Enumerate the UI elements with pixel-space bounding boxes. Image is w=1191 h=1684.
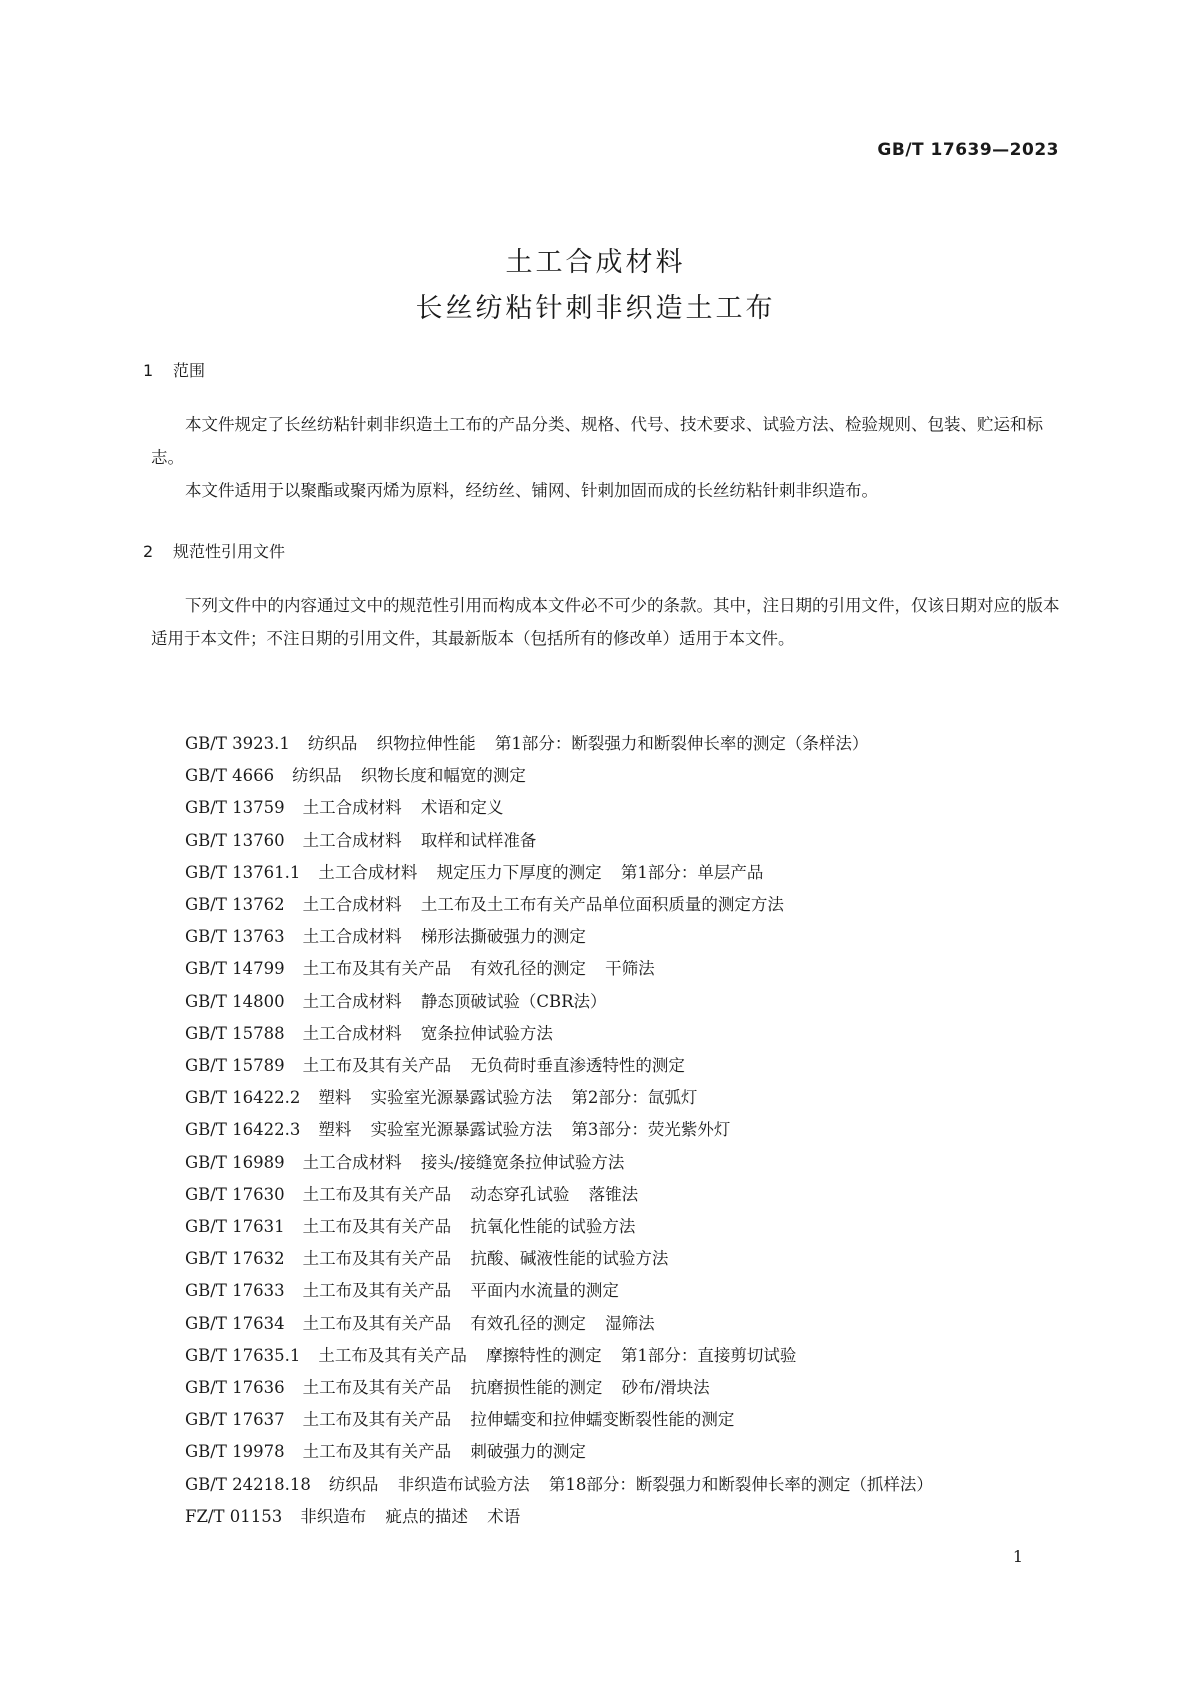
reference-code: GB/T 14799: [185, 959, 285, 979]
reference-title: 塑料 实验室光源暴露试验方法 第2部分：氙弧灯: [318, 1088, 698, 1108]
reference-title: 土工布及其有关产品 无负荷时垂直渗透特性的测定: [302, 1056, 685, 1076]
section-2-heading: [143, 539, 285, 562]
reference-title: 土工布及其有关产品 有效孔径的测定 湿筛法: [302, 1313, 655, 1333]
reference-code: GB/T 17635.1: [185, 1345, 301, 1365]
reference-item: [185, 792, 933, 824]
reference-item: [185, 1372, 933, 1404]
reference-title: 土工布及其有关产品 动态穿孔试验 落锥法: [302, 1184, 639, 1204]
reference-title: 土工合成材料 取样和试样准备: [302, 830, 537, 850]
reference-item: [185, 921, 933, 953]
reference-code: GB/T 17632: [185, 1249, 285, 1269]
reference-code: GB/T 19978: [185, 1442, 285, 1462]
reference-title: 土工布及其有关产品 摩擦特性的测定 第1部分：直接剪切试验: [318, 1345, 797, 1365]
reference-item: [185, 728, 933, 760]
reference-item: [185, 1114, 933, 1146]
reference-item: [185, 1179, 933, 1211]
reference-item: [185, 1211, 933, 1243]
scope-paragraph-1: 本文件规定了长丝纺粘针刺非织造土工布的产品分类、规格、代号、技术要求、试验方法、检验规则、包装、贮运和标志。: [151, 415, 1043, 467]
reference-item: [185, 1469, 933, 1501]
reference-title: 纺织品 织物长度和幅宽的测定: [292, 766, 526, 786]
reference-code: GB/T 14800: [185, 991, 285, 1011]
section-title: 范围: [173, 361, 206, 380]
scope-paragraph-2: 本文件适用于以聚酯或聚丙烯为原料，经纺丝、铺网、针刺加固而成的长丝纺粘针刺非织造布。: [185, 481, 878, 500]
reference-title: 纺织品 织物拉伸性能 第1部分：断裂强力和断裂伸长率的测定（条样法）: [307, 734, 869, 753]
reference-title: 土工合成材料 静态顶破试验（CBR法）: [302, 991, 607, 1011]
reference-item: [185, 889, 933, 921]
reference-title: 土工布及其有关产品 抗酸、碱液性能的试验方法: [302, 1249, 669, 1269]
reference-item: [185, 1501, 933, 1533]
reference-item: [185, 1082, 933, 1114]
page-number: 1: [1012, 1547, 1023, 1566]
reference-code: GB/T 17637: [185, 1410, 285, 1430]
reference-item: [185, 1018, 933, 1050]
reference-title: 土工合成材料 梯形法撕破强力的测定: [302, 927, 586, 947]
reference-title: 土工合成材料 宽条拉伸试验方法: [302, 1023, 553, 1043]
reference-item: [185, 1050, 933, 1082]
reference-title: 土工布及其有关产品 刺破强力的测定: [302, 1442, 586, 1462]
normative-references-list: [185, 728, 933, 1533]
reference-title: 塑料 实验室光源暴露试验方法 第3部分：荧光紫外灯: [318, 1120, 731, 1140]
reference-code: GB/T 17633: [185, 1281, 285, 1301]
reference-title: 土工布及其有关产品 拉伸蠕变和拉伸蠕变断裂性能的测定: [302, 1410, 735, 1430]
reference-code: GB/T 15788: [185, 1023, 285, 1043]
reference-item: [185, 1404, 933, 1436]
section-1-heading: [143, 358, 205, 381]
reference-code: GB/T 4666: [185, 766, 275, 786]
section-title: 规范性引用文件: [173, 542, 286, 561]
section-number: 2: [143, 542, 154, 561]
reference-code: GB/T 15789: [185, 1056, 285, 1076]
reference-code: GB/T 16422.3: [185, 1120, 301, 1140]
standard-number: GB/T 17639—2023: [877, 140, 1059, 160]
reference-title: 土工布及其有关产品 有效孔径的测定 干筛法: [302, 959, 655, 979]
title-line-1: 土工合成材料: [505, 247, 686, 278]
reference-title: 土工布及其有关产品 抗磨损性能的测定 砂布/滑块法: [302, 1378, 710, 1398]
reference-title: 土工合成材料 接头/接缝宽条拉伸试验方法: [302, 1152, 625, 1172]
reference-item: [185, 986, 933, 1018]
references-intro-paragraph: 下列文件中的内容通过文中的规范性引用而构成本文件必不可少的条款。其中，注日期的引用文件，仅该日期对应的版本适用于本文件；不注日期的引用文件，其最新版本（包括所有的修改单）适用于本文件。: [151, 596, 1060, 648]
reference-title: 土工合成材料 术语和定义: [302, 798, 504, 818]
reference-code: GB/T 13759: [185, 798, 285, 818]
reference-code: GB/T 17630: [185, 1184, 285, 1204]
reference-item: [185, 1340, 933, 1372]
section-number: 1: [143, 361, 154, 380]
reference-code: GB/T 24218.18: [185, 1474, 311, 1494]
reference-item: [185, 760, 933, 792]
reference-code: GB/T 16989: [185, 1152, 285, 1172]
reference-title: 纺织品 非织造布试验方法 第18部分：断裂强力和断裂伸长率的测定（抓样法）: [328, 1474, 933, 1494]
reference-code: GB/T 17636: [185, 1378, 285, 1398]
reference-code: GB/T 3923.1: [185, 734, 290, 753]
reference-code: GB/T 13762: [185, 895, 285, 915]
reference-title: 土工布及其有关产品 平面内水流量的测定: [302, 1281, 619, 1301]
reference-title: 土工布及其有关产品 抗氧化性能的试验方法: [302, 1217, 636, 1237]
reference-code: GB/T 13760: [185, 830, 285, 850]
title-line-2: 长丝纺粘针刺非织造土工布: [415, 293, 776, 324]
reference-code: GB/T 17631: [185, 1217, 285, 1237]
reference-item: [185, 1243, 933, 1275]
reference-title: 土工合成材料 土工布及土工布有关产品单位面积质量的测定方法: [302, 895, 784, 915]
reference-code: FZ/T 01153: [185, 1506, 283, 1526]
reference-title: 非织造布 疵点的描述 术语: [300, 1506, 521, 1526]
document-title: [0, 240, 1191, 332]
reference-code: GB/T 16422.2: [185, 1088, 301, 1108]
reference-item: [185, 1275, 933, 1307]
reference-item: [185, 1147, 933, 1179]
reference-item: [185, 857, 933, 889]
reference-code: GB/T 17634: [185, 1313, 285, 1333]
reference-item: [185, 1436, 933, 1468]
reference-title: 土工合成材料 规定压力下厚度的测定 第1部分：单层产品: [318, 862, 764, 882]
reference-item: [185, 1308, 933, 1340]
reference-item: [185, 825, 933, 857]
reference-item: [185, 953, 933, 985]
reference-code: GB/T 13761.1: [185, 862, 301, 882]
reference-code: GB/T 13763: [185, 927, 285, 947]
